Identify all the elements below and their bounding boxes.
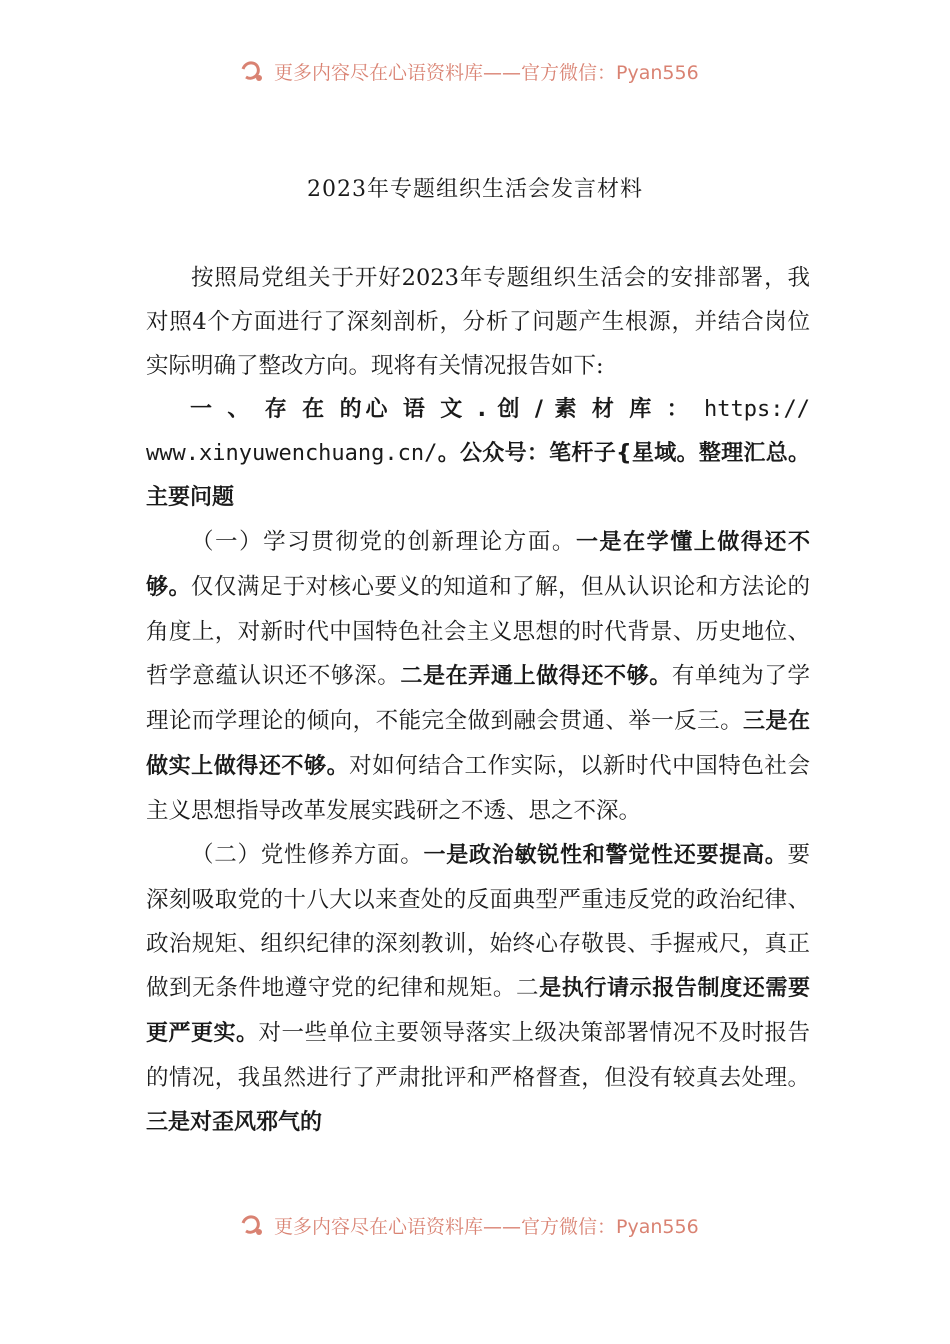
section-2-point-1-bold: 一是政治敏锐性和警觉性还要提高。: [423, 843, 788, 868]
section-2-point-2-text: 对一些单位主要领导落实上级决策部署情况不及时报告的情况，我虽然进行了严肃批评和严格督查，但没有较真去处理。: [146, 1020, 810, 1091]
watermark-header: [240, 56, 740, 86]
watermark-text: 更多内容尽在心语资料库——官方微信：Pyan556: [274, 61, 699, 84]
section-1-lead: （一）学习贯彻党的创新理论方面。: [191, 529, 576, 555]
section-1-point-3-bold: 三是在做实上做得还不够。: [146, 709, 810, 779]
section-2-lead: （二）党性修养方面。: [191, 842, 424, 868]
section-1-point-2-bold: 二是在弄通上做得还不够。: [400, 664, 672, 689]
watermark-footer: [240, 1210, 740, 1240]
intro-paragraph: 按照局党组关于开好2023年专题组织生活会的安排部署，我对照4个方面进行了深刻剖析，分析了问题产生根源，并结合岗位实际明确了整改方向。现将有关情况报告如下:: [146, 265, 810, 379]
section-2-point-1-text: 要深刻吸取党的十八大以来查处的反面典型严重违反党的政治纪律、政治规矩、组织纪律的深刻教训，始终心存敬畏、手握戒尺，真正做到无条件地遵守党的纪律和规矩。二: [146, 842, 810, 1001]
section-1-point-1-bold: 一是在学懂上做得还不够。: [146, 530, 810, 600]
section-2-point-3-bold: 三是对歪风邪气的: [146, 1110, 323, 1135]
heading-url: https:// www.xinyuwenchuang.cn/: [146, 397, 810, 466]
section-1-point-3-text: 对如何结合工作实际，以新时代中国特色社会主义思想指导改革发展实践研之不透、思之不深。: [146, 753, 810, 824]
watermark-logo-icon: [240, 1213, 266, 1237]
section-1-point-1-text: 仅仅满足于对核心要义的知道和了解，但从认识论和方法论的角度上，对新时代中国特色社会主义思想的时代背景、历史地位、哲学意蕴认识还不够深。: [146, 574, 810, 689]
watermark-text: 更多内容尽在心语资料库——官方微信：Pyan556: [274, 1215, 699, 1238]
document-title: 2023年专题组织生活会发言材料: [307, 177, 643, 202]
section-2-point-2-bold: 是执行请示报告制度还需要更严更实。: [146, 976, 810, 1046]
section-heading: [146, 388, 810, 520]
document-body: [146, 256, 810, 1145]
heading-lead: 一 、 存 在 的心 语 文 . 创 / 素 材 库 ：: [190, 397, 705, 422]
section-2-paragraph: [146, 833, 810, 1145]
section-1-paragraph: [146, 520, 810, 833]
heading-tail: 。公众号：笔杆子{星域。整理汇总。主要问题: [146, 441, 810, 510]
section-1-point-2-text: 有单纯为了学理论而学理论的倾向，不能完全做到融会贯通、举一反三。: [146, 663, 810, 734]
watermark-logo-icon: [240, 59, 266, 83]
